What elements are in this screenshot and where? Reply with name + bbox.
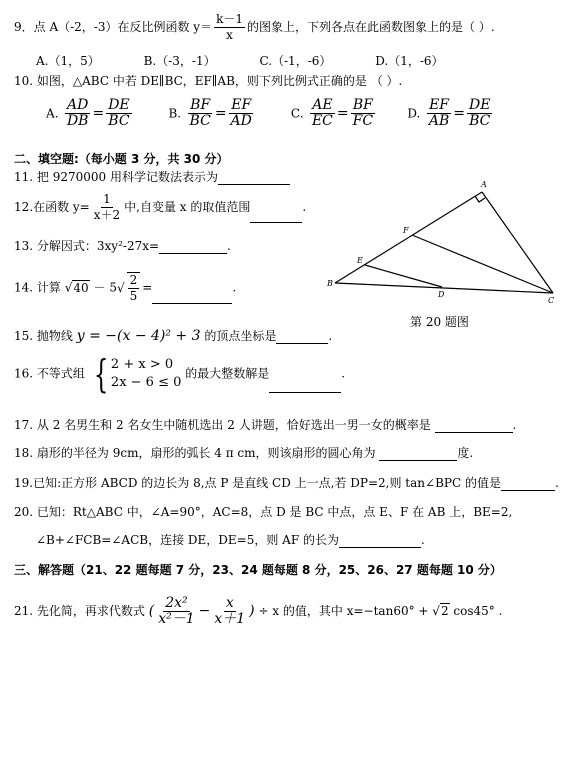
q16-row-2: 2x − 6 ≤ 0	[110, 375, 182, 390]
q9-frac-num: k－1	[216, 12, 244, 26]
q21-minus: −	[198, 603, 211, 619]
q17-text: 17. 从 2 名男生和 2 名女生中随机选出 2 人讲题，恰好选出一男一女的概率是	[14, 418, 431, 432]
section-3-heading: 三、解答题（21、22 题每题 7 分，23、24 题每题 8 分，25、26、27 题每题 10 分）	[14, 563, 502, 577]
q15-text-post: 的顶点坐标是	[204, 329, 277, 343]
q10-b-rnum: EF	[231, 97, 252, 113]
q14-frac-den: 5	[129, 289, 138, 303]
q10-c-lden: EC	[311, 113, 333, 129]
q21-paren-close: )	[249, 603, 255, 619]
label-b: B	[327, 279, 333, 288]
q9-options	[36, 52, 484, 69]
q10-c-lnum: AE	[312, 97, 333, 113]
q17-answer-blank[interactable]	[435, 420, 513, 433]
label-c: C	[548, 296, 555, 305]
q10-options	[46, 98, 494, 129]
q11-answer-blank[interactable]	[218, 172, 290, 185]
q10-a-rden: BC	[108, 113, 130, 129]
q12-fraction	[92, 192, 122, 223]
q21-frac2-num: x	[225, 595, 234, 611]
label-f: F	[403, 226, 409, 235]
question-12: 12.在函数 y= $\frac{1}{x+2}$ 中,自变量 x 的取值范围 .	[14, 192, 307, 222]
q10-c-rden: FC	[352, 113, 374, 129]
question-20-line-2: ∠B+∠FCB=∠ACB，连接 DE，DE=5，则 AF 的长为 .	[36, 533, 425, 547]
question-11	[14, 168, 290, 185]
question-17: 17. 从 2 名男生和 2 名女生中随机选出 2 人讲题，恰好选出一男一女的概率是 .	[14, 418, 517, 432]
q10-d-rden: BC	[469, 113, 491, 129]
q10-b-lden: BC	[189, 113, 211, 129]
q19-text: 19.已知:正方形 ABCD 的边长为 8,点 P 是直线 CD 上一点,若 DP=2,则 tan∠BPC 的值是	[14, 476, 501, 490]
question-20-line-1: 20. 已知：Rt△ABC 中，∠A=90°，AC=8，点 D 是 BC 中点，点 E、F 在 AB 上，BE=2,	[14, 505, 513, 519]
q16-row-1: 2 + x > 0	[110, 357, 174, 372]
q9-text-post: 的图象上，下列各点在此函数图象上的是（ ）.	[247, 20, 495, 34]
q14-text-pre: 14. 计算	[14, 280, 61, 295]
q21-text-pre: 21. 先化简，再求代数式	[14, 604, 145, 618]
q10-c-letter: C.	[290, 106, 304, 121]
q12-answer-blank[interactable]	[250, 210, 302, 223]
section-2-heading: 二、填空题:（每小题 3 分，共 30 分）	[14, 152, 229, 166]
q15-text-pre: 15. 抛物线	[14, 329, 73, 343]
question-18	[14, 444, 473, 461]
q10-c-rnum: BF	[352, 97, 373, 113]
q9-option-b: B.（-3，-1）	[143, 54, 216, 68]
q14-radicand: 40	[73, 280, 89, 295]
label-a: A	[481, 180, 487, 189]
q10-option-d: D. $\frac{EF}{AB}$ = $\frac{DE}{BC}$	[407, 97, 491, 129]
q10-b-rden: AD	[230, 113, 252, 129]
q9-frac-den: x	[226, 28, 233, 42]
q12-frac-num: 1	[103, 192, 111, 206]
q12-text-post: 中,自变量 x 的取值范围	[124, 200, 251, 214]
q10-option-c: C. $\frac{AE}{EC}$ = $\frac{BF}{FC}$	[290, 97, 374, 129]
q10-a-lnum: AD	[67, 97, 89, 113]
q19-answer-blank[interactable]	[501, 478, 555, 491]
q10-option-a: A. $\frac{AD}{DB}$ = $\frac{DE}{BC}$	[46, 97, 130, 129]
question-15: 15. 抛物线 y = −(x − 4)² + 3 的顶点坐标是 .	[14, 328, 333, 344]
figure-caption: 第 20 题图	[410, 315, 469, 329]
q11-text: 11. 把 9270000 用科学记数法表示为	[14, 170, 218, 184]
q10-a-lden: DB	[66, 113, 89, 129]
q10-d-lnum: EF	[429, 97, 449, 113]
q9-text-pre: 9．点 A（-2，-3）在反比例函数 y＝	[14, 20, 213, 34]
q10-d-letter: D.	[407, 106, 421, 121]
q15-expression: y = −(x − 4)² + 3	[76, 328, 201, 344]
q21-text-post: cos45° .	[453, 604, 503, 618]
q16-answer-blank[interactable]	[269, 380, 341, 393]
q12-frac-den: x＋2	[93, 208, 121, 222]
q9-option-d: D.（1，-6）	[375, 54, 444, 68]
q10-d-lden: AB	[428, 113, 450, 129]
q21-frac1-num: 2x²	[165, 595, 188, 611]
q16-system	[89, 352, 182, 396]
question-19: 19.已知:正方形 ABCD 的边长为 8,点 P 是直线 CD 上一点,若 DP=2,则 tan∠BPC 的值是 .	[14, 476, 559, 490]
q18-answer-blank[interactable]	[379, 448, 457, 461]
q18-text-pre: 18. 扇形的半径为 9cm，扇形的弧长 4 π cm，则该扇形的圆心角为	[14, 446, 376, 460]
q14-text-mid: － 5	[93, 280, 117, 295]
q9-fraction	[214, 12, 245, 43]
question-21: 21. 先化简，再求代数式 ( $\frac{\text{2x²}}{\text{x²－1}}$ − $\frac{x}{x+1}$ ) ÷ x 的值，其中 x=−tan60° + √2 cos45° .	[14, 595, 503, 627]
q15-answer-blank[interactable]	[276, 331, 328, 344]
q16-text-post: 的最大整数解是	[185, 366, 270, 381]
question-16: 16. 不等式组 { 2 + x > 0 2x − 6 ≤ 0 的最大整数解是 .	[14, 352, 346, 396]
q21-frac1-den: x²－1	[158, 611, 195, 627]
q20-answer-blank[interactable]	[339, 535, 421, 548]
q16-text-pre: 16. 不等式组	[14, 366, 85, 381]
q21-radicand: 2	[440, 604, 449, 618]
q9-option-c: C.（-1，-6）	[259, 54, 332, 68]
question-10: 10. 如图，△ABC 中若 DE∥BC，EF∥AB，则下列比例式正确的是 （ ）.	[14, 74, 403, 88]
q9-option-a: A.（1，5）	[36, 54, 100, 68]
segment-ed	[365, 265, 442, 287]
q20-text-line2: ∠B+∠FCB=∠ACB，连接 DE，DE=5，则 AF 的长为	[36, 533, 339, 547]
right-angle-mark	[475, 196, 485, 202]
q10-b-lnum: BF	[190, 97, 211, 113]
label-e: E	[357, 256, 363, 265]
question-9	[14, 12, 495, 43]
q14-answer-blank[interactable]	[152, 291, 232, 304]
q21-paren-open: (	[148, 603, 155, 619]
q21-frac2-den: x＋1	[214, 611, 246, 627]
q14-sqrt-40: √40	[64, 280, 89, 295]
q18-text-post: 度.	[457, 446, 474, 460]
q21-text-mid: ÷ x 的值，其中 x=−tan60° +	[258, 604, 429, 618]
q10-a-rnum: DE	[108, 97, 130, 113]
q10-d-rnum: DE	[468, 97, 491, 113]
triangle-figure	[325, 175, 560, 305]
label-d: D	[438, 290, 445, 299]
brace-icon: {	[93, 352, 109, 396]
question-13: 13. 分解因式：3xy²-27x= .	[14, 239, 231, 253]
q14-text-post: =	[142, 280, 153, 295]
q10-a-letter: A.	[46, 106, 59, 121]
q10-option-b: B. $\frac{BF}{BC}$ = $\frac{EF}{AD}$	[168, 97, 252, 129]
segment-ba	[335, 192, 482, 283]
q14-frac-num: 2	[129, 273, 138, 287]
q14-sqrt-frac: √ $\frac{2}{5}$	[117, 281, 142, 295]
q13-answer-blank[interactable]	[159, 241, 227, 254]
q10-b-letter: B.	[168, 106, 182, 121]
q12-text-pre: 12.在函数 y=	[14, 200, 90, 214]
q13-text: 13. 分解因式：3xy²-27x=	[14, 239, 160, 253]
question-14: 14. 计算 √40 － 5√ $\frac{2}{5}$ = .	[14, 273, 237, 303]
